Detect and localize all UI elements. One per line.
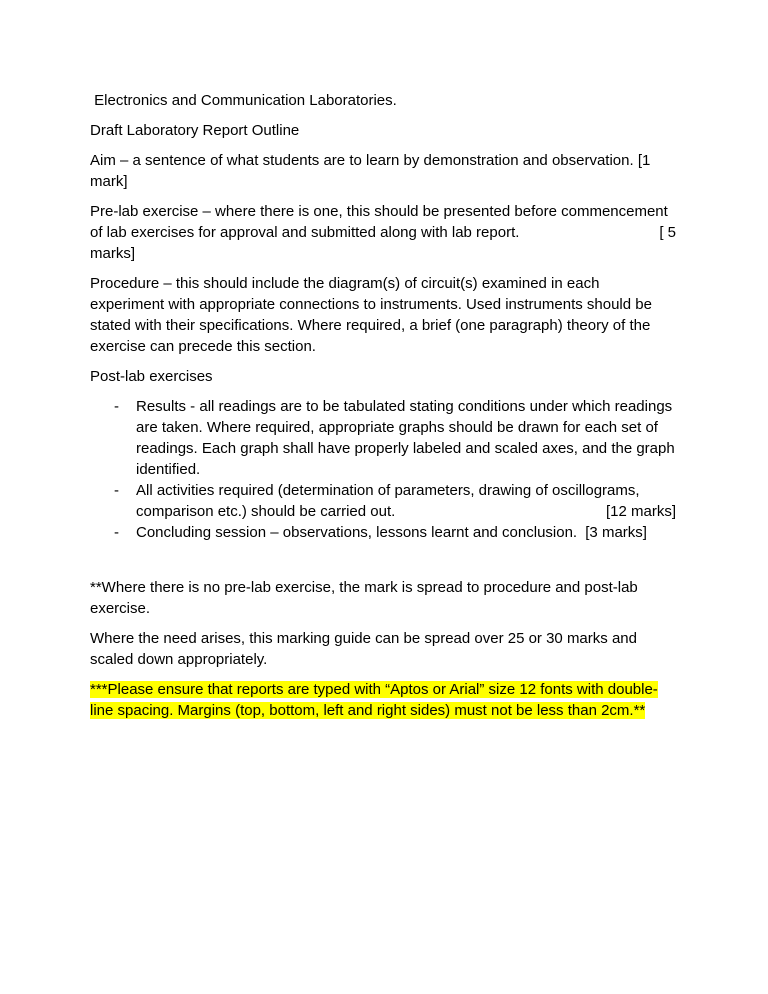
prelab-marks-end: marks]: [90, 245, 135, 262]
postlab-item-text: Results - all readings are to be tabulated stating conditions under which readings are taken. Where required, appropriate graphs should be drawn for each set of readings. Each graph shall have properly labeled and scaled axes, and the graph identified.: [136, 398, 675, 478]
list-bullet: -: [114, 398, 119, 415]
postlab-item-activities: [90, 480, 676, 522]
postlab-item-marks: [12 marks]: [605, 503, 676, 520]
postlab-item-text: Concluding session – observations, lessons learnt and conclusion.: [136, 524, 578, 541]
postlab-heading: Post-lab exercises: [90, 368, 213, 385]
procedure-paragraph: Procedure – this should include the diagram(s) of circuit(s) examined in each experiment with appropriate connections to instruments. Used instruments should be stated with their specifications. Where required, a brief (one paragraph) theory of the exercise can precede this section.: [90, 275, 652, 355]
list-bullet: -: [114, 524, 119, 541]
prelab-marks-start: [ 5: [659, 224, 676, 241]
note-format: [90, 679, 676, 721]
aim-paragraph: Aim – a sentence of what students are to learn by demonstration and observation. [1 mark]: [90, 152, 651, 190]
note-no-prelab: **Where there is no pre-lab exercise, the mark is spread to procedure and post-lab exercise.: [90, 579, 638, 617]
postlab-item-concluding: [90, 522, 676, 543]
prelab-paragraph: [90, 201, 676, 264]
highlighted-format-note: ***Please ensure that reports are typed with “Aptos or Arial” size 12 fonts with double-line spacing. Margins (top, bottom, left and right sides) must not be less than 2cm.**: [90, 681, 658, 719]
document-header: Electronics and Communication Laboratories.: [90, 92, 397, 109]
postlab-item-marks: [3 marks]: [585, 524, 647, 541]
prelab-text: Pre-lab exercise – where there is one, this should be presented before commencement of lab exercises for approval and submitted along with lab report.: [90, 203, 668, 241]
document-title: Draft Laboratory Report Outline: [90, 122, 300, 139]
postlab-list: [90, 396, 676, 543]
postlab-item-results: [90, 396, 676, 480]
list-bullet: -: [114, 482, 119, 499]
note-spread: Where the need arises, this marking guide can be spread over 25 or 30 marks and scaled down appropriately.: [90, 630, 637, 668]
postlab-item-text: All activities required (determination of parameters, drawing of oscillograms, comparison etc.) should be carried out.: [136, 482, 640, 520]
spacer: [90, 543, 676, 577]
